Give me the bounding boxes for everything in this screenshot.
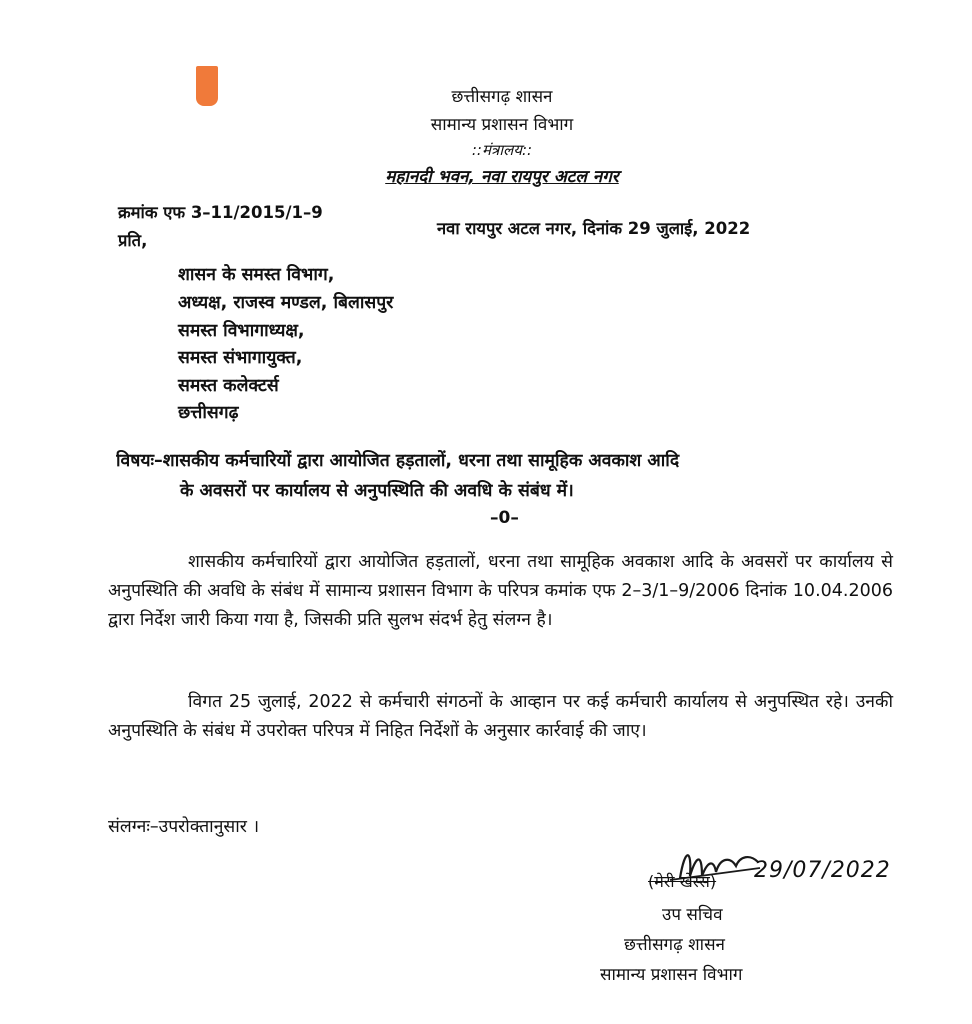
subject-line-1: विषयः–शासकीय कर्मचारियों द्वारा आयोजित हड़तालों, धरना तथा सामूहिक अवकाश आदि [116, 451, 680, 471]
department-name: सामान्य प्रशासन विभाग [430, 115, 574, 135]
designation: उप सचिव [662, 905, 723, 925]
orange-tab-mark [196, 66, 218, 106]
addressee-item: समस्त कलेक्टर्स [178, 376, 279, 396]
signatory-govt: छत्तीसगढ़ शासन [624, 935, 725, 955]
signatory-department: सामान्य प्रशासन विभाग [600, 965, 743, 985]
addressee-item: समस्त संभागायुक्त, [178, 348, 303, 368]
reference-number: क्रमांक एफ 3–11/2015/1–9 [118, 203, 323, 222]
signature-area [640, 838, 900, 902]
separator: –0– [490, 508, 519, 528]
addressee-item: अध्यक्ष, राजस्व मण्डल, बिलासपुर [178, 293, 394, 313]
body-paragraph-2: विगत 25 जुलाई, 2022 से कर्मचारी संगठनों के आव्हान पर कई कर्मचारी कार्यालय से अनुपस्थित रहे। उनकी अनुपस्थिति के संबंध में उपरोक्त परिपत्र में निहित निर्देशों के अनुसार कार्रवाई की जाए। [108, 692, 893, 741]
office-address: महानदी भवन, नवा रायपुर अटल नगर [385, 167, 619, 187]
body-paragraph-1: शासकीय कर्मचारियों द्वारा आयोजित हड़तालों, धरना तथा सामूहिक अवकाश आदि के अवसरों पर कार्यालय से अनुपस्थिति की अवधि के संबंध में सामान्य प्रशासन विभाग के परिपत्र कमांक एफ 2–3/1–9/2006 दिनांक 10.04.2006 द्वारा निर्देश जारी किया गया है, जिसकी प्रति सुलभ संदर्भ हेतु संलग्न है। [108, 552, 893, 630]
subject-line-2: के अवसरों पर कार्यालय से अनुपस्थिति की अवधि के संबंध में। [180, 481, 574, 501]
addressee-item: छत्तीसगढ़ [178, 403, 239, 423]
secretariat-label: ::मंत्रालय:: [471, 141, 533, 159]
place-date: नवा रायपुर अटल नगर, दिनांक 29 जुलाई, 2022 [437, 219, 751, 238]
govt-name: छत्तीसगढ़ शासन [451, 87, 553, 107]
enclosure-note: संलग्नः–उपरोक्तानुसार । [108, 817, 260, 837]
addressee-item: शासन के समस्त विभाग, [178, 265, 335, 285]
to-label: प्रति, [118, 231, 148, 250]
handwritten-date: 29/07/2022 [754, 858, 891, 883]
signatory-name: (मेरी खेस्स) [648, 872, 717, 891]
addressee-item: समस्त विभागाध्यक्ष, [178, 321, 305, 341]
